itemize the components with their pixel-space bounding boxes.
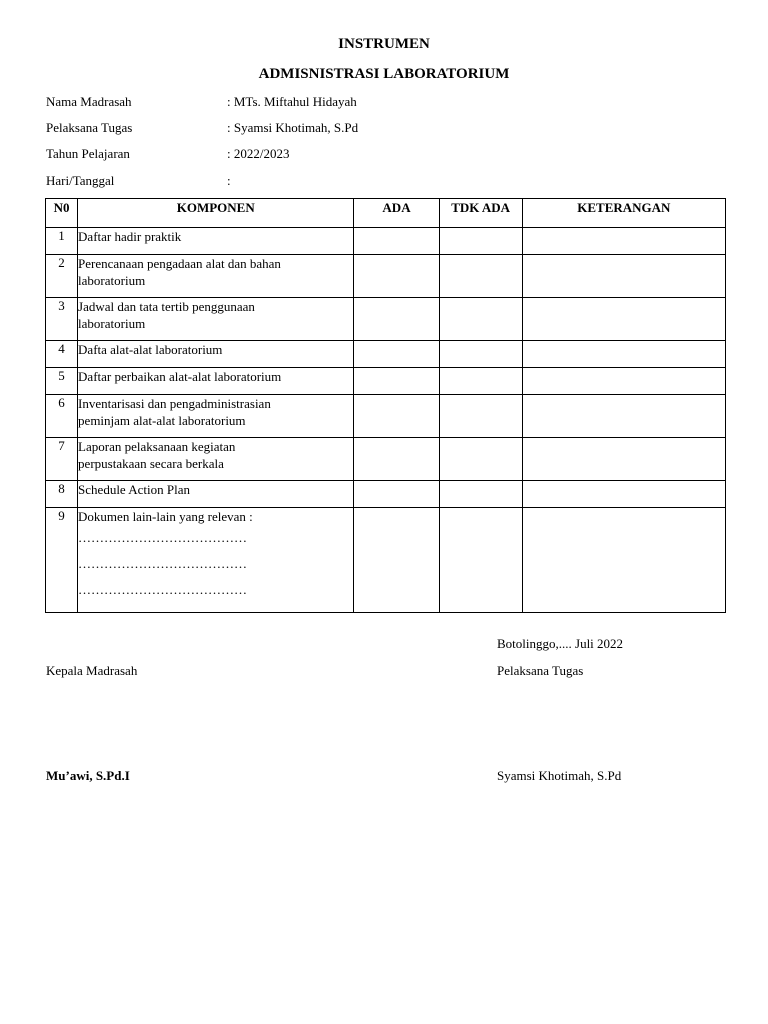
row-number: 5 (46, 368, 78, 395)
cell-keterangan[interactable] (522, 228, 725, 255)
dotted-line: ………………………………… (78, 530, 248, 545)
cell-ada[interactable] (354, 508, 439, 613)
cell-tdk-ada[interactable] (439, 228, 522, 255)
cell-keterangan[interactable] (522, 481, 725, 508)
cell-keterangan[interactable] (522, 298, 725, 341)
dotted-lines (78, 525, 353, 603)
row-komponen-line: Jadwal dan tata tertib penggunaan (78, 299, 255, 314)
dotted-line: ………………………………… (78, 582, 248, 597)
header-tdk-ada: TDK ADA (439, 199, 522, 228)
table-row (46, 341, 726, 368)
table-row (46, 368, 726, 395)
place-date: Botolinggo,.... Juli 2022 (497, 636, 624, 651)
table-row (46, 481, 726, 508)
row-komponen-line: Schedule Action Plan (78, 482, 190, 497)
cell-ada[interactable] (354, 228, 439, 255)
cell-keterangan[interactable] (522, 368, 725, 395)
row-komponen-line: Daftar hadir praktik (78, 229, 182, 244)
row-komponen-line: Laporan pelaksanaan kegiatan (78, 439, 236, 454)
cell-ada[interactable] (354, 481, 439, 508)
instrument-table (45, 198, 726, 613)
info-label: Hari/Tanggal (46, 173, 115, 188)
row-komponen (78, 481, 354, 508)
info-value: : Syamsi Khotimah, S.Pd (227, 120, 359, 135)
cell-ada[interactable] (354, 438, 439, 481)
header-keterangan: KETERANGAN (522, 199, 725, 228)
header-ada: ADA (354, 199, 439, 228)
info-label: Nama Madrasah (46, 94, 132, 109)
right-signatory-role: Pelaksana Tugas (497, 663, 584, 678)
row-number: 1 (46, 228, 78, 255)
right-signatory-name: Syamsi Khotimah, S.Pd (497, 768, 622, 783)
row-number: 4 (46, 341, 78, 368)
table-row (46, 508, 726, 613)
cell-keterangan[interactable] (522, 341, 725, 368)
info-value: : (227, 173, 231, 188)
cell-ada[interactable] (354, 255, 439, 298)
cell-ada[interactable] (354, 298, 439, 341)
info-label: Pelaksana Tugas (46, 120, 133, 135)
row-komponen-line: Perencanaan pengadaan alat dan bahan (78, 256, 281, 271)
row-komponen-line: laboratorium (78, 316, 146, 331)
cell-keterangan[interactable] (522, 255, 725, 298)
cell-tdk-ada[interactable] (439, 508, 522, 613)
row-komponen (78, 228, 354, 255)
info-label: Tahun Pelajaran (46, 146, 130, 161)
cell-ada[interactable] (354, 341, 439, 368)
row-komponen (78, 368, 354, 395)
cell-tdk-ada[interactable] (439, 298, 522, 341)
left-signatory-role: Kepala Madrasah (46, 663, 138, 678)
row-number: 8 (46, 481, 78, 508)
cell-keterangan[interactable] (522, 508, 725, 613)
row-number: 3 (46, 298, 78, 341)
cell-tdk-ada[interactable] (439, 481, 522, 508)
row-komponen (78, 395, 354, 438)
cell-tdk-ada[interactable] (439, 341, 522, 368)
cell-tdk-ada[interactable] (439, 368, 522, 395)
row-number: 2 (46, 255, 78, 298)
table-header-row (46, 199, 726, 228)
row-number: 6 (46, 395, 78, 438)
row-komponen-line: Daftar perbaikan alat-alat laboratorium (78, 369, 282, 384)
row-komponen (78, 341, 354, 368)
row-komponen-line: peminjam alat-alat laboratorium (78, 413, 246, 428)
cell-tdk-ada[interactable] (439, 255, 522, 298)
cell-keterangan[interactable] (522, 395, 725, 438)
info-value: : MTs. Miftahul Hidayah (227, 94, 357, 109)
table-row (46, 255, 726, 298)
header-komponen: KOMPONEN (78, 199, 354, 228)
cell-ada[interactable] (354, 395, 439, 438)
row-komponen-line: laboratorium (78, 273, 146, 288)
row-komponen-line: Inventarisasi dan pengadministrasian (78, 396, 271, 411)
header-no: N0 (46, 199, 78, 228)
document-title: INSTRUMEN (338, 36, 430, 52)
cell-tdk-ada[interactable] (439, 438, 522, 481)
cell-tdk-ada[interactable] (439, 395, 522, 438)
info-value: : 2022/2023 (227, 146, 290, 161)
row-number: 9 (46, 508, 78, 613)
table-row (46, 298, 726, 341)
row-komponen (78, 508, 354, 613)
dotted-line: ………………………………… (78, 556, 248, 571)
cell-keterangan[interactable] (522, 438, 725, 481)
row-komponen (78, 255, 354, 298)
cell-ada[interactable] (354, 368, 439, 395)
row-komponen-line: perpustakaan secara berkala (78, 456, 224, 471)
row-komponen (78, 298, 354, 341)
row-number: 7 (46, 438, 78, 481)
table-row (46, 395, 726, 438)
row-komponen-text: Dokumen lain-lain yang relevan : (78, 509, 253, 524)
row-komponen-line: Dafta alat-alat laboratorium (78, 342, 223, 357)
document-subtitle: ADMISNISTRASI LABORATORIUM (258, 66, 510, 82)
left-signatory-name: Mu’awi, S.Pd.I (46, 768, 130, 783)
table-row (46, 228, 726, 255)
row-komponen (78, 438, 354, 481)
table-row (46, 438, 726, 481)
